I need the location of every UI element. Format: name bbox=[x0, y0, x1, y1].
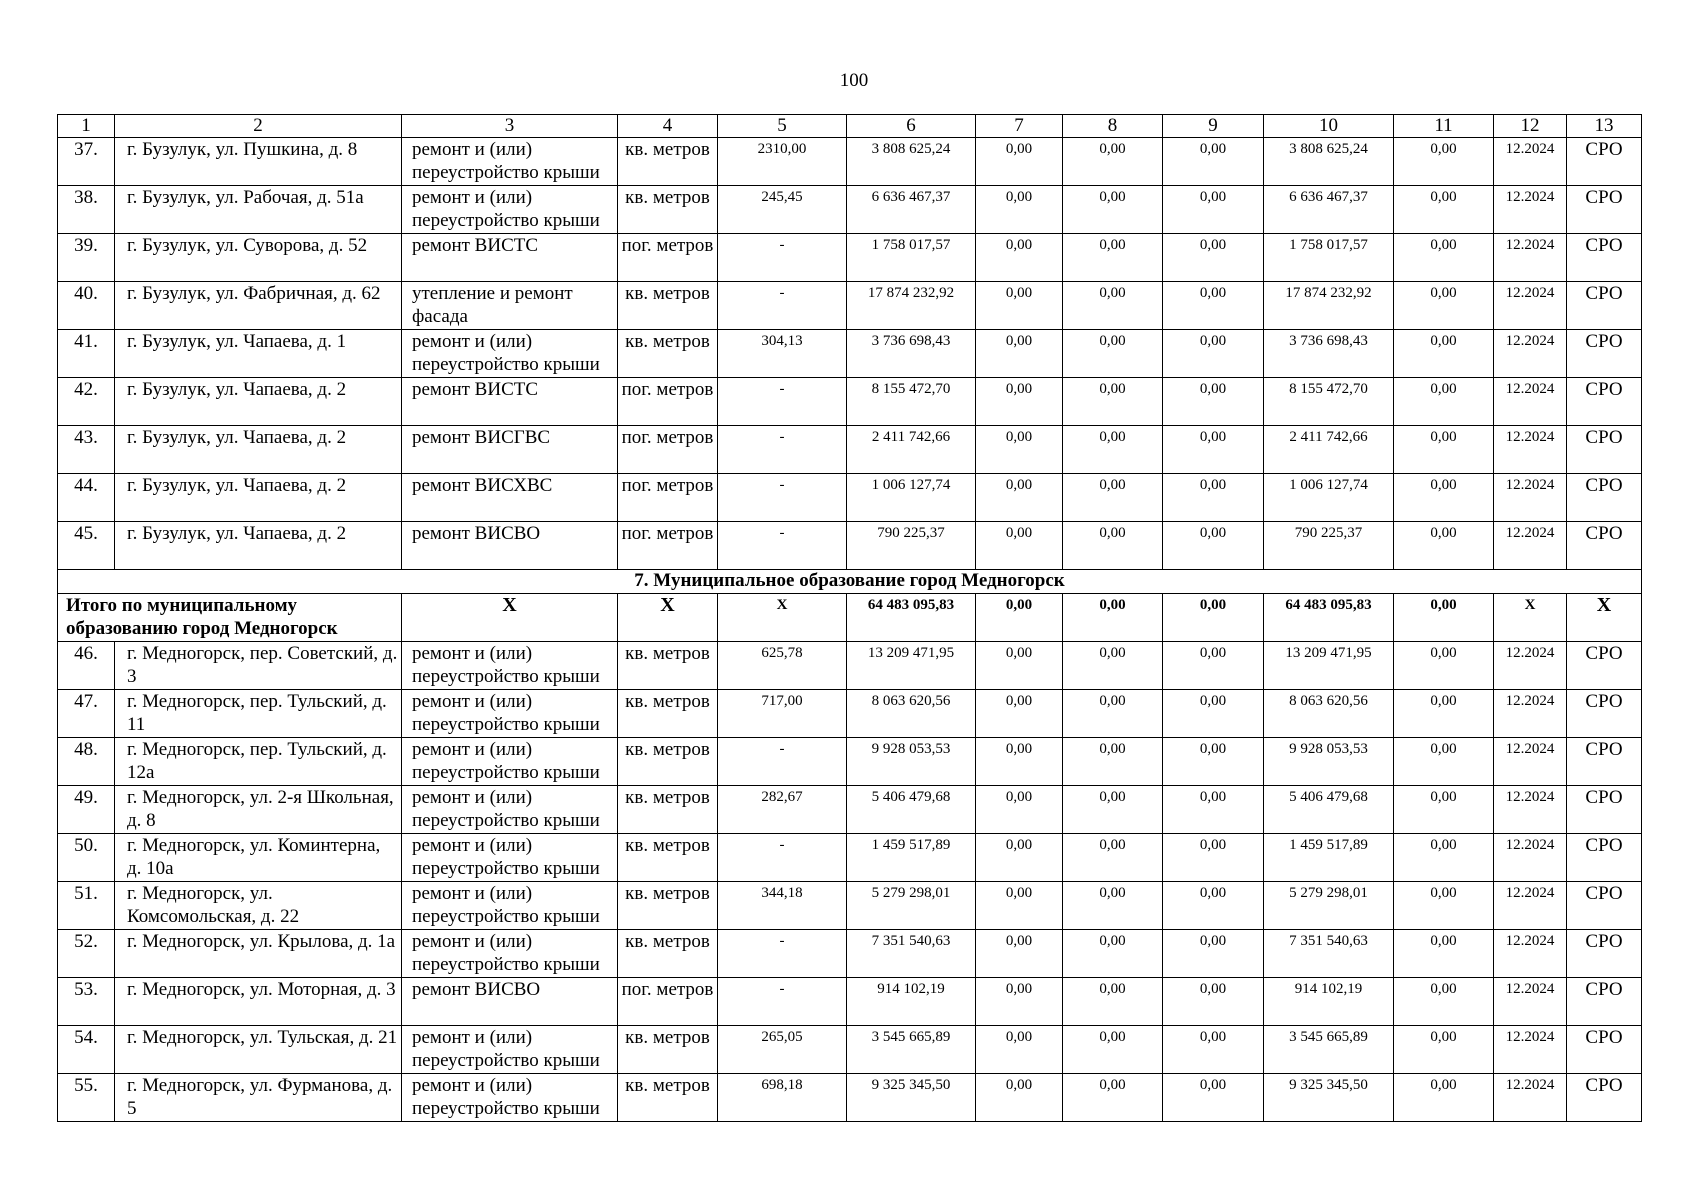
cost-col9-cell: 0,00 bbox=[1163, 522, 1264, 570]
volume-cell: - bbox=[718, 522, 847, 570]
cost-col10-cell: 3 545 665,89 bbox=[1264, 1026, 1394, 1074]
cost-col8-cell: 0,00 bbox=[1063, 522, 1163, 570]
volume-cell: - bbox=[718, 234, 847, 282]
row-number: 55. bbox=[58, 1074, 115, 1122]
cost-col7-cell: 0,00 bbox=[976, 378, 1063, 426]
address-cell: г. Бузулук, ул. Рабочая, д. 51а bbox=[115, 186, 402, 234]
row-number: 52. bbox=[58, 930, 115, 978]
cost-col9-cell: 0,00 bbox=[1163, 930, 1264, 978]
volume-cell: - bbox=[718, 474, 847, 522]
cost-col11-cell: 0,00 bbox=[1394, 882, 1494, 930]
cost-col7-cell: 0,00 bbox=[976, 738, 1063, 786]
column-number-3: 3 bbox=[402, 115, 618, 138]
completion-date-cell: 12.2024 bbox=[1494, 690, 1567, 738]
cost-col11-cell: 0,00 bbox=[1394, 282, 1494, 330]
completion-date-cell: 12.2024 bbox=[1494, 378, 1567, 426]
total-col11: 0,00 bbox=[1394, 594, 1494, 642]
cost-col9-cell: 0,00 bbox=[1163, 426, 1264, 474]
cost-col10-cell: 9 325 345,50 bbox=[1264, 1074, 1394, 1122]
total-label: Итого по муниципальному образованию город Медногорск bbox=[58, 594, 402, 642]
volume-cell: 245,45 bbox=[718, 186, 847, 234]
column-number-12: 12 bbox=[1494, 115, 1567, 138]
address-cell: г. Медногорск, ул. Коминтерна, д. 10а bbox=[115, 834, 402, 882]
work-type-cell: ремонт ВИСВО bbox=[402, 522, 618, 570]
cost-col11-cell: 0,00 bbox=[1394, 930, 1494, 978]
volume-cell: - bbox=[718, 378, 847, 426]
completion-date-cell: 12.2024 bbox=[1494, 330, 1567, 378]
contractor-cell: СРО bbox=[1567, 282, 1642, 330]
cost-col7-cell: 0,00 bbox=[976, 1026, 1063, 1074]
unit-cell: пог. метров bbox=[618, 474, 718, 522]
completion-date-cell: 12.2024 bbox=[1494, 786, 1567, 834]
cost-col7-cell: 0,00 bbox=[976, 930, 1063, 978]
total-cost-cell: 9 928 053,53 bbox=[847, 738, 976, 786]
row-number: 43. bbox=[58, 426, 115, 474]
cost-col7-cell: 0,00 bbox=[976, 786, 1063, 834]
cost-col10-cell: 1 006 127,74 bbox=[1264, 474, 1394, 522]
total-col9: 0,00 bbox=[1163, 594, 1264, 642]
total-cost-cell: 2 411 742,66 bbox=[847, 426, 976, 474]
cost-col7-cell: 0,00 bbox=[976, 882, 1063, 930]
cost-col11-cell: 0,00 bbox=[1394, 522, 1494, 570]
contractor-cell: СРО bbox=[1567, 426, 1642, 474]
section-header-row bbox=[58, 570, 1642, 594]
column-number-9: 9 bbox=[1163, 115, 1264, 138]
work-type-cell: ремонт и (или) переустройство крыши bbox=[402, 690, 618, 738]
unit-cell: кв. метров bbox=[618, 642, 718, 690]
row-number: 44. bbox=[58, 474, 115, 522]
cost-col8-cell: 0,00 bbox=[1063, 282, 1163, 330]
completion-date-cell: 12.2024 bbox=[1494, 282, 1567, 330]
cost-col8-cell: 0,00 bbox=[1063, 1026, 1163, 1074]
cost-col9-cell: 0,00 bbox=[1163, 690, 1264, 738]
volume-cell: 265,05 bbox=[718, 1026, 847, 1074]
cost-col10-cell: 3 808 625,24 bbox=[1264, 138, 1394, 186]
address-cell: г. Бузулук, ул. Чапаева, д. 1 bbox=[115, 330, 402, 378]
completion-date-cell: 12.2024 bbox=[1494, 738, 1567, 786]
work-type-cell: ремонт ВИСТС bbox=[402, 378, 618, 426]
work-type-cell: ремонт и (или) переустройство крыши bbox=[402, 330, 618, 378]
total-col3: Х bbox=[402, 594, 618, 642]
total-cost-cell: 3 808 625,24 bbox=[847, 138, 976, 186]
address-cell: г. Медногорск, ул. Тульская, д. 21 bbox=[115, 1026, 402, 1074]
completion-date-cell: 12.2024 bbox=[1494, 138, 1567, 186]
cost-col8-cell: 0,00 bbox=[1063, 426, 1163, 474]
table-row bbox=[58, 522, 1642, 570]
column-number-10: 10 bbox=[1264, 115, 1394, 138]
contractor-cell: СРО bbox=[1567, 234, 1642, 282]
cost-col9-cell: 0,00 bbox=[1163, 978, 1264, 1026]
column-number-2: 2 bbox=[115, 115, 402, 138]
unit-cell: пог. метров bbox=[618, 978, 718, 1026]
work-type-cell: ремонт и (или) переустройство крыши bbox=[402, 834, 618, 882]
column-number-6: 6 bbox=[847, 115, 976, 138]
table-row bbox=[58, 642, 1642, 690]
completion-date-cell: 12.2024 bbox=[1494, 186, 1567, 234]
cost-col10-cell: 914 102,19 bbox=[1264, 978, 1394, 1026]
contractor-cell: СРО bbox=[1567, 330, 1642, 378]
cost-col8-cell: 0,00 bbox=[1063, 474, 1163, 522]
cost-col11-cell: 0,00 bbox=[1394, 690, 1494, 738]
contractor-cell: СРО bbox=[1567, 378, 1642, 426]
cost-col7-cell: 0,00 bbox=[976, 474, 1063, 522]
cost-col10-cell: 790 225,37 bbox=[1264, 522, 1394, 570]
row-number: 48. bbox=[58, 738, 115, 786]
volume-cell: - bbox=[718, 834, 847, 882]
volume-cell: 2310,00 bbox=[718, 138, 847, 186]
completion-date-cell: 12.2024 bbox=[1494, 522, 1567, 570]
address-cell: г. Бузулук, ул. Пушкина, д. 8 bbox=[115, 138, 402, 186]
address-cell: г. Медногорск, ул. Фурманова, д. 5 bbox=[115, 1074, 402, 1122]
table-row bbox=[58, 426, 1642, 474]
cost-col8-cell: 0,00 bbox=[1063, 978, 1163, 1026]
table-body bbox=[58, 115, 1642, 1122]
unit-cell: кв. метров bbox=[618, 330, 718, 378]
contractor-cell: СРО bbox=[1567, 522, 1642, 570]
completion-date-cell: 12.2024 bbox=[1494, 642, 1567, 690]
cost-col8-cell: 0,00 bbox=[1063, 834, 1163, 882]
cost-col9-cell: 0,00 bbox=[1163, 1026, 1264, 1074]
cost-col11-cell: 0,00 bbox=[1394, 186, 1494, 234]
total-cost-cell: 6 636 467,37 bbox=[847, 186, 976, 234]
total-cost-cell: 914 102,19 bbox=[847, 978, 976, 1026]
volume-cell: - bbox=[718, 978, 847, 1026]
total-col7: 0,00 bbox=[976, 594, 1063, 642]
address-cell: г. Медногорск, ул. Моторная, д. 3 bbox=[115, 978, 402, 1026]
total-cost-cell: 8 063 620,56 bbox=[847, 690, 976, 738]
cost-col10-cell: 6 636 467,37 bbox=[1264, 186, 1394, 234]
contractor-cell: СРО bbox=[1567, 882, 1642, 930]
total-cost-cell: 3 736 698,43 bbox=[847, 330, 976, 378]
cost-col11-cell: 0,00 bbox=[1394, 474, 1494, 522]
cost-col9-cell: 0,00 bbox=[1163, 1074, 1264, 1122]
unit-cell: кв. метров bbox=[618, 786, 718, 834]
page-number: 100 bbox=[839, 70, 869, 91]
unit-cell: кв. метров bbox=[618, 282, 718, 330]
address-cell: г. Бузулук, ул. Чапаева, д. 2 bbox=[115, 522, 402, 570]
total-cost-cell: 790 225,37 bbox=[847, 522, 976, 570]
table-row bbox=[58, 738, 1642, 786]
contractor-cell: СРО bbox=[1567, 930, 1642, 978]
total-cost-cell: 1 758 017,57 bbox=[847, 234, 976, 282]
cost-col8-cell: 0,00 bbox=[1063, 882, 1163, 930]
table-row bbox=[58, 1026, 1642, 1074]
cost-col8-cell: 0,00 bbox=[1063, 642, 1163, 690]
work-type-cell: ремонт и (или) переустройство крыши bbox=[402, 138, 618, 186]
cost-col7-cell: 0,00 bbox=[976, 282, 1063, 330]
total-col8: 0,00 bbox=[1063, 594, 1163, 642]
address-cell: г. Бузулук, ул. Суворова, д. 52 bbox=[115, 234, 402, 282]
row-number: 51. bbox=[58, 882, 115, 930]
address-cell: г. Медногорск, ул. Комсомольская, д. 22 bbox=[115, 882, 402, 930]
work-type-cell: ремонт и (или) переустройство крыши bbox=[402, 186, 618, 234]
total-cost-cell: 5 406 479,68 bbox=[847, 786, 976, 834]
work-type-cell: ремонт ВИСГВС bbox=[402, 426, 618, 474]
table-row bbox=[58, 282, 1642, 330]
row-number: 40. bbox=[58, 282, 115, 330]
row-number: 54. bbox=[58, 1026, 115, 1074]
row-number: 50. bbox=[58, 834, 115, 882]
completion-date-cell: 12.2024 bbox=[1494, 978, 1567, 1026]
volume-cell: - bbox=[718, 426, 847, 474]
cost-col11-cell: 0,00 bbox=[1394, 834, 1494, 882]
cost-col11-cell: 0,00 bbox=[1394, 426, 1494, 474]
cost-col8-cell: 0,00 bbox=[1063, 330, 1163, 378]
cost-col10-cell: 1 459 517,89 bbox=[1264, 834, 1394, 882]
table-row bbox=[58, 138, 1642, 186]
unit-cell: кв. метров bbox=[618, 1026, 718, 1074]
cost-col9-cell: 0,00 bbox=[1163, 330, 1264, 378]
contractor-cell: СРО bbox=[1567, 138, 1642, 186]
cost-col11-cell: 0,00 bbox=[1394, 330, 1494, 378]
cost-col11-cell: 0,00 bbox=[1394, 1026, 1494, 1074]
cost-col11-cell: 0,00 bbox=[1394, 234, 1494, 282]
address-cell: г. Бузулук, ул. Чапаева, д. 2 bbox=[115, 426, 402, 474]
unit-cell: кв. метров bbox=[618, 930, 718, 978]
cost-col7-cell: 0,00 bbox=[976, 978, 1063, 1026]
row-number: 47. bbox=[58, 690, 115, 738]
cost-col10-cell: 9 928 053,53 bbox=[1264, 738, 1394, 786]
total-cost-cell: 1 459 517,89 bbox=[847, 834, 976, 882]
table-row bbox=[58, 1074, 1642, 1122]
table-row bbox=[58, 690, 1642, 738]
row-number: 42. bbox=[58, 378, 115, 426]
cost-col11-cell: 0,00 bbox=[1394, 978, 1494, 1026]
cost-col10-cell: 5 279 298,01 bbox=[1264, 882, 1394, 930]
row-number: 53. bbox=[58, 978, 115, 1026]
cost-col8-cell: 0,00 bbox=[1063, 186, 1163, 234]
table-row bbox=[58, 474, 1642, 522]
row-number: 38. bbox=[58, 186, 115, 234]
column-number-11: 11 bbox=[1394, 115, 1494, 138]
row-number: 49. bbox=[58, 786, 115, 834]
contractor-cell: СРО bbox=[1567, 978, 1642, 1026]
volume-cell: 344,18 bbox=[718, 882, 847, 930]
column-number-4: 4 bbox=[618, 115, 718, 138]
table-row bbox=[58, 234, 1642, 282]
cost-col9-cell: 0,00 bbox=[1163, 642, 1264, 690]
cost-col10-cell: 5 406 479,68 bbox=[1264, 786, 1394, 834]
cost-col8-cell: 0,00 bbox=[1063, 930, 1163, 978]
section-title: 7. Муниципальное образование город Медногорск bbox=[58, 570, 1642, 594]
cost-col7-cell: 0,00 bbox=[976, 330, 1063, 378]
total-cost-cell: 3 545 665,89 bbox=[847, 1026, 976, 1074]
cost-col11-cell: 0,00 bbox=[1394, 378, 1494, 426]
total-col6: 64 483 095,83 bbox=[847, 594, 976, 642]
table-row bbox=[58, 378, 1642, 426]
address-cell: г. Медногорск, пер. Тульский, д. 12а bbox=[115, 738, 402, 786]
cost-col8-cell: 0,00 bbox=[1063, 786, 1163, 834]
table-row bbox=[58, 834, 1642, 882]
total-cost-cell: 8 155 472,70 bbox=[847, 378, 976, 426]
cost-col9-cell: 0,00 bbox=[1163, 186, 1264, 234]
volume-cell: 717,00 bbox=[718, 690, 847, 738]
work-type-cell: ремонт ВИСТС bbox=[402, 234, 618, 282]
completion-date-cell: 12.2024 bbox=[1494, 234, 1567, 282]
work-type-cell: ремонт ВИСВО bbox=[402, 978, 618, 1026]
cost-col7-cell: 0,00 bbox=[976, 138, 1063, 186]
column-number-row bbox=[58, 115, 1642, 138]
cost-col7-cell: 0,00 bbox=[976, 522, 1063, 570]
unit-cell: кв. метров bbox=[618, 690, 718, 738]
work-type-cell: ремонт и (или) переустройство крыши bbox=[402, 1026, 618, 1074]
total-cost-cell: 17 874 232,92 bbox=[847, 282, 976, 330]
total-col12: Х bbox=[1494, 594, 1567, 642]
column-number-8: 8 bbox=[1063, 115, 1163, 138]
completion-date-cell: 12.2024 bbox=[1494, 930, 1567, 978]
address-cell: г. Бузулук, ул. Чапаева, д. 2 bbox=[115, 378, 402, 426]
cost-col7-cell: 0,00 bbox=[976, 426, 1063, 474]
volume-cell: 282,67 bbox=[718, 786, 847, 834]
cost-col9-cell: 0,00 bbox=[1163, 738, 1264, 786]
completion-date-cell: 12.2024 bbox=[1494, 1074, 1567, 1122]
works-table bbox=[57, 114, 1642, 1122]
unit-cell: кв. метров bbox=[618, 834, 718, 882]
cost-col10-cell: 17 874 232,92 bbox=[1264, 282, 1394, 330]
contractor-cell: СРО bbox=[1567, 474, 1642, 522]
volume-cell: 625,78 bbox=[718, 642, 847, 690]
work-type-cell: ремонт и (или) переустройство крыши bbox=[402, 882, 618, 930]
work-type-cell: ремонт и (или) переустройство крыши bbox=[402, 786, 618, 834]
cost-col10-cell: 13 209 471,95 bbox=[1264, 642, 1394, 690]
cost-col11-cell: 0,00 bbox=[1394, 786, 1494, 834]
cost-col7-cell: 0,00 bbox=[976, 642, 1063, 690]
volume-cell: 698,18 bbox=[718, 1074, 847, 1122]
unit-cell: кв. метров bbox=[618, 186, 718, 234]
unit-cell: пог. метров bbox=[618, 234, 718, 282]
volume-cell: - bbox=[718, 738, 847, 786]
work-type-cell: ремонт ВИСХВС bbox=[402, 474, 618, 522]
volume-cell: - bbox=[718, 282, 847, 330]
row-number: 41. bbox=[58, 330, 115, 378]
contractor-cell: СРО bbox=[1567, 1026, 1642, 1074]
cost-col8-cell: 0,00 bbox=[1063, 234, 1163, 282]
contractor-cell: СРО bbox=[1567, 642, 1642, 690]
address-cell: г. Медногорск, пер. Тульский, д. 11 bbox=[115, 690, 402, 738]
contractor-cell: СРО bbox=[1567, 186, 1642, 234]
contractor-cell: СРО bbox=[1567, 690, 1642, 738]
cost-col9-cell: 0,00 bbox=[1163, 234, 1264, 282]
completion-date-cell: 12.2024 bbox=[1494, 834, 1567, 882]
work-type-cell: утепление и ремонт фасада bbox=[402, 282, 618, 330]
total-col4: Х bbox=[618, 594, 718, 642]
address-cell: г. Бузулук, ул. Чапаева, д. 2 bbox=[115, 474, 402, 522]
cost-col7-cell: 0,00 bbox=[976, 690, 1063, 738]
total-col13: Х bbox=[1567, 594, 1642, 642]
row-number: 37. bbox=[58, 138, 115, 186]
cost-col8-cell: 0,00 bbox=[1063, 138, 1163, 186]
cost-col11-cell: 0,00 bbox=[1394, 138, 1494, 186]
cost-col9-cell: 0,00 bbox=[1163, 474, 1264, 522]
cost-col7-cell: 0,00 bbox=[976, 234, 1063, 282]
address-cell: г. Медногорск, ул. Крылова, д. 1а bbox=[115, 930, 402, 978]
cost-col8-cell: 0,00 bbox=[1063, 738, 1163, 786]
cost-col9-cell: 0,00 bbox=[1163, 378, 1264, 426]
completion-date-cell: 12.2024 bbox=[1494, 426, 1567, 474]
cost-col9-cell: 0,00 bbox=[1163, 282, 1264, 330]
work-type-cell: ремонт и (или) переустройство крыши bbox=[402, 1074, 618, 1122]
unit-cell: пог. метров bbox=[618, 378, 718, 426]
contractor-cell: СРО bbox=[1567, 1074, 1642, 1122]
volume-cell: 304,13 bbox=[718, 330, 847, 378]
cost-col8-cell: 0,00 bbox=[1063, 690, 1163, 738]
cost-col8-cell: 0,00 bbox=[1063, 378, 1163, 426]
cost-col9-cell: 0,00 bbox=[1163, 834, 1264, 882]
column-number-13: 13 bbox=[1567, 115, 1642, 138]
unit-cell: пог. метров bbox=[618, 522, 718, 570]
address-cell: г. Медногорск, ул. 2-я Школьная, д. 8 bbox=[115, 786, 402, 834]
total-col10: 64 483 095,83 bbox=[1264, 594, 1394, 642]
total-cost-cell: 7 351 540,63 bbox=[847, 930, 976, 978]
row-number: 39. bbox=[58, 234, 115, 282]
completion-date-cell: 12.2024 bbox=[1494, 882, 1567, 930]
table-row bbox=[58, 186, 1642, 234]
total-cost-cell: 5 279 298,01 bbox=[847, 882, 976, 930]
completion-date-cell: 12.2024 bbox=[1494, 1026, 1567, 1074]
table-row bbox=[58, 978, 1642, 1026]
cost-col10-cell: 2 411 742,66 bbox=[1264, 426, 1394, 474]
cost-col8-cell: 0,00 bbox=[1063, 1074, 1163, 1122]
cost-col11-cell: 0,00 bbox=[1394, 1074, 1494, 1122]
cost-col7-cell: 0,00 bbox=[976, 1074, 1063, 1122]
cost-col11-cell: 0,00 bbox=[1394, 642, 1494, 690]
cost-col7-cell: 0,00 bbox=[976, 834, 1063, 882]
table-row bbox=[58, 930, 1642, 978]
column-number-7: 7 bbox=[976, 115, 1063, 138]
unit-cell: кв. метров bbox=[618, 1074, 718, 1122]
total-cost-cell: 9 325 345,50 bbox=[847, 1074, 976, 1122]
table-row bbox=[58, 786, 1642, 834]
work-type-cell: ремонт и (или) переустройство крыши bbox=[402, 738, 618, 786]
table-row bbox=[58, 882, 1642, 930]
work-type-cell: ремонт и (или) переустройство крыши bbox=[402, 930, 618, 978]
unit-cell: кв. метров bbox=[618, 138, 718, 186]
volume-cell: - bbox=[718, 930, 847, 978]
column-number-5: 5 bbox=[718, 115, 847, 138]
column-number-1: 1 bbox=[58, 115, 115, 138]
total-cost-cell: 1 006 127,74 bbox=[847, 474, 976, 522]
unit-cell: кв. метров bbox=[618, 882, 718, 930]
cost-col7-cell: 0,00 bbox=[976, 186, 1063, 234]
cost-col10-cell: 8 063 620,56 bbox=[1264, 690, 1394, 738]
contractor-cell: СРО bbox=[1567, 834, 1642, 882]
row-number: 45. bbox=[58, 522, 115, 570]
completion-date-cell: 12.2024 bbox=[1494, 474, 1567, 522]
cost-col10-cell: 8 155 472,70 bbox=[1264, 378, 1394, 426]
total-cost-cell: 13 209 471,95 bbox=[847, 642, 976, 690]
work-type-cell: ремонт и (или) переустройство крыши bbox=[402, 642, 618, 690]
cost-col10-cell: 7 351 540,63 bbox=[1264, 930, 1394, 978]
cost-col9-cell: 0,00 bbox=[1163, 138, 1264, 186]
cost-col9-cell: 0,00 bbox=[1163, 786, 1264, 834]
total-row bbox=[58, 594, 1642, 642]
total-col5: Х bbox=[718, 594, 847, 642]
table-row bbox=[58, 330, 1642, 378]
unit-cell: пог. метров bbox=[618, 426, 718, 474]
address-cell: г. Медногорск, пер. Советский, д. 3 bbox=[115, 642, 402, 690]
row-number: 46. bbox=[58, 642, 115, 690]
cost-col10-cell: 3 736 698,43 bbox=[1264, 330, 1394, 378]
contractor-cell: СРО bbox=[1567, 786, 1642, 834]
cost-col10-cell: 1 758 017,57 bbox=[1264, 234, 1394, 282]
unit-cell: кв. метров bbox=[618, 738, 718, 786]
address-cell: г. Бузулук, ул. Фабричная, д. 62 bbox=[115, 282, 402, 330]
contractor-cell: СРО bbox=[1567, 738, 1642, 786]
cost-col11-cell: 0,00 bbox=[1394, 738, 1494, 786]
cost-col9-cell: 0,00 bbox=[1163, 882, 1264, 930]
